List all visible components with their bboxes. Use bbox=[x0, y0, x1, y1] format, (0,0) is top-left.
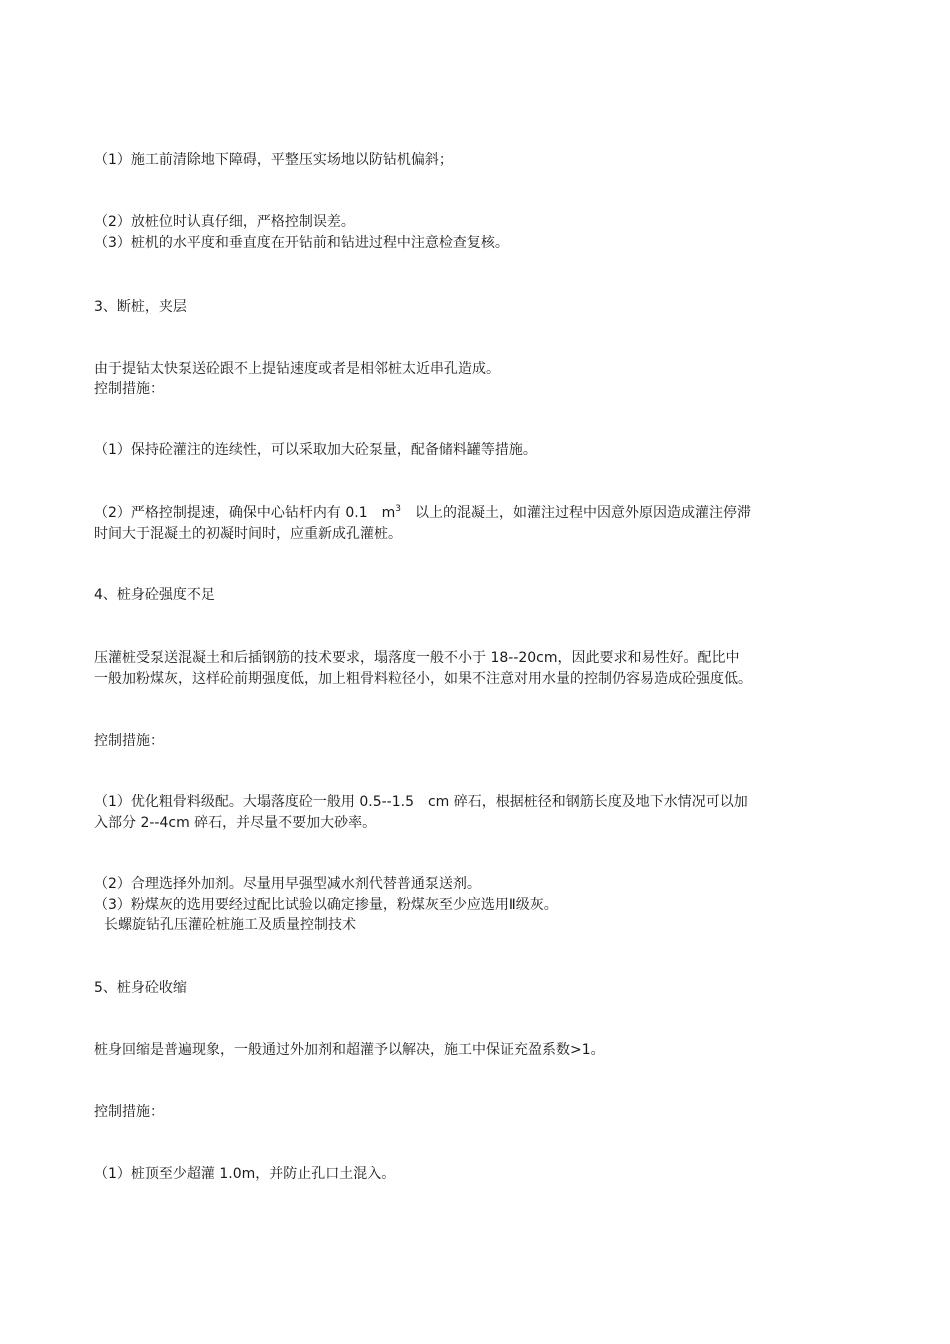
section-5-heading: 5、桩身砼收缩 bbox=[94, 980, 187, 996]
control-measures-label: 控制措施： bbox=[94, 1104, 164, 1120]
measure-1-clear-obstacles: （1）施工前清除地下障碍，平整压实场地以防钻机偏斜； bbox=[94, 152, 453, 168]
document-title-line: 长螺旋钻孔压灌砼桩施工及质量控制技术 bbox=[104, 917, 356, 933]
section-3-measure-2-continued: 时间大于混凝土的初凝时间时，应重新成孔灌桩。 bbox=[94, 526, 402, 542]
section-3-heading: 3、断桩，夹层 bbox=[94, 299, 187, 315]
section-3-measure-2-part-a: （2）严格控制提速，确保中心钻杆内有 0.1 m bbox=[94, 505, 396, 521]
section-3-measure-2 bbox=[94, 503, 751, 523]
section-4-heading: 4、桩身砼强度不足 bbox=[94, 587, 215, 603]
section-5-measure-1: （1）桩顶至少超灌 1.0m，并防止孔口土混入。 bbox=[94, 1166, 396, 1182]
measure-2-pile-position: （2）放桩位时认真仔细，严格控制误差。 bbox=[94, 214, 355, 230]
section-3-cause: 由于提钻太快泵送砼跟不上提钻速度或者是相邻桩太近串孔造成。 bbox=[94, 361, 500, 377]
section-4-measure-2: （2）合理选择外加剂。尽量用早强型减水剂代替普通泵送剂。 bbox=[94, 876, 481, 892]
section-5-cause: 桩身回缩是普遍现象，一般通过外加剂和超灌予以解决，施工中保证充盈系数>1。 bbox=[94, 1042, 605, 1058]
control-measures-label: 控制措施： bbox=[94, 381, 164, 397]
section-4-measure-3: （3）粉煤灰的选用要经过配比试验以确定掺量，粉煤灰至少应选用Ⅱ级灰。 bbox=[94, 897, 558, 913]
section-4-measure-1: （1）优化粗骨料级配。大塌落度砼一般用 0.5--1.5 cm 碎石，根据桩径和钢筋长度及地下水情况可以加 bbox=[94, 794, 748, 810]
section-4-cause-line-1: 压灌桩受泵送混凝土和后插钢筋的技术要求，塌落度一般不小于 18--20cm，因此要求和易性好。配比中 bbox=[94, 650, 740, 666]
measure-3-rig-level: （3）桩机的水平度和垂直度在开钻前和钻进过程中注意检查复核。 bbox=[94, 235, 509, 251]
section-3-measure-2-part-b: 以上的混凝土，如灌注过程中因意外原因造成灌注停滞 bbox=[401, 505, 751, 521]
control-measures-label: 控制措施： bbox=[94, 733, 164, 749]
section-4-cause-line-2: 一般加粉煤灰，这样砼前期强度低，加上粗骨料粒径小，如果不注意对用水量的控制仍容易造成砼强度低。 bbox=[94, 671, 752, 687]
cubic-superscript: 3 bbox=[395, 504, 401, 514]
section-4-measure-1-continued: 入部分 2--4cm 碎石，并尽量不要加大砂率。 bbox=[94, 815, 377, 831]
section-3-measure-1: （1）保持砼灌注的连续性，可以采取加大砼泵量，配备储料罐等措施。 bbox=[94, 442, 537, 458]
